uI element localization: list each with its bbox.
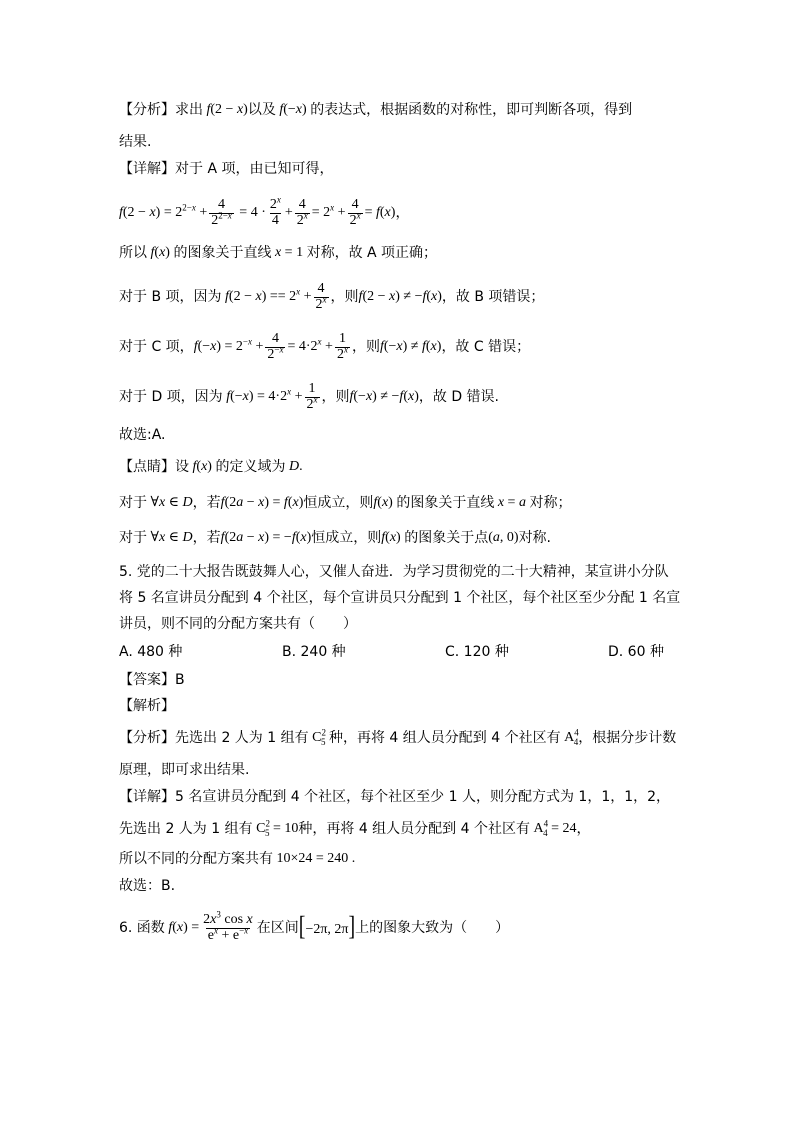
- formula: f(−x): [275, 102, 307, 117]
- detail-line-c: 对于 C 项， $f(-x) = 2^{-x}$ + $\frac{4}{2^{-x}}$ = $4\cdot 2^x$ + $\frac{1}{2^x}$ ，则 f(−x) ≠ f(x) ，故 C 错误；: [119, 330, 531, 362]
- q5-options: [119, 637, 679, 667]
- detail-line-d: 对于 D 项，因为 $f(-x) = 4\cdot 2^x$ + $\frac{1}{2^x}$ ，则 f(−x) ≠ −f(x) ，故 D 错误.: [119, 380, 500, 412]
- option-b: B. 240 种: [282, 644, 346, 660]
- q5-detail-line-3: 所以不同的分配方案共有 10×24 = 240 .: [119, 851, 356, 867]
- analysis-line-1: 【分析】 求出 f(2 − x) 以及 f(−x) 的表达式，根据函数的对称性，即可判断各项，得到: [119, 95, 632, 125]
- q5-answer: 【答案】B: [119, 672, 185, 688]
- q5-stem-line-2: 将 5 名宣讲员分配到 4 个社区，每个宣讲员只分配到 1 个社区，每个社区至少分配 1 名宣: [119, 590, 681, 606]
- formula-line-a: $f(2 - x) = 2^{2-x}$ + $\frac{4}{2^{2-x}}$ = 4 · $\frac{2^x}{4}$ + $\frac{4}{2^x}$ = $2^x$ + $\frac{4}{2^x}$ = f(x) ，: [119, 194, 410, 228]
- remark-line-1: 【点睛】 设 f(x) 的定义域为 D.: [119, 452, 303, 482]
- analysis-line-2: 结果.: [119, 134, 152, 150]
- remark-line-3: 对于 ∀x ∈ D ，若 f(2a − x) = −f(x) 恒成立，则 f(x) 的图象关于点 (a, 0) 对称.: [119, 530, 552, 546]
- q5-analysis-line-1: 【分析】 先选出 2 人为 1 组有 $C^2_5$ 种，再将 4 组人员分配到 4 个社区有 $A^4_4$ ，根据分步计数: [119, 723, 676, 753]
- option-c: C. 120 种: [445, 644, 509, 660]
- q5-detail-tag: 【详解】: [119, 789, 175, 805]
- q5-stem-line-3: 讲员，则不同的分配方案共有（ ）: [119, 616, 357, 632]
- option-a: A. 480 种: [119, 644, 183, 660]
- detail-line-b: 对于 B 项，因为 $f(2 - x) == 2^x$ + $\frac{4}{2^x}$ ，则 f(2 − x) ≠ −f(x) ，故 B 项错误；: [119, 280, 545, 312]
- q5-stem-line-1: 5. 党的二十大报告既鼓舞人心，又催人奋进．为学习贯彻党的二十大精神，某宣讲小分队: [119, 564, 669, 580]
- detail-tag: 【详解】: [119, 161, 175, 177]
- q6-stem: 6. 函数 f(x) = $\frac{2x^3 \cos x}{e^x + e^{-x}}$ 在区间 [−2π, 2π] 上的图象大致为（ ）: [119, 909, 510, 943]
- detail-line-1: 【详解】 对于 A 项，由已知可得，: [119, 154, 333, 184]
- remark-line-2: 对于 ∀x ∈ D ，若 f(2a − x) = f(x) 恒成立，则 f(x) 的图象关于直线 x = a 对称；: [119, 495, 572, 511]
- q5-detail-line-1: 【详解】 5 名宣讲员分配到 4 个社区，每个社区至少 1 人，则分配方式为 1，1，1，2，: [119, 782, 670, 812]
- formula: f(2 − x): [203, 102, 248, 117]
- q5-analysis-tag: 【分析】: [119, 730, 175, 746]
- q5-detail-line-2: 先选出 2 人为 1 组有 $C^2_5 = 10$ 种，再将 4 组人员分配到 4 个社区有 $A^4_4 = 24$ ，: [119, 818, 591, 838]
- option-d: D. 60 种: [608, 644, 664, 660]
- analysis-tag: 【分析】: [119, 102, 175, 118]
- detail-line-a-conclusion: 所以 f(x) 的图象关于直线 x = 1 对称，故 A 项正确；: [119, 245, 438, 261]
- q5-choose: 故选：B.: [119, 878, 176, 894]
- detail-choose: 故选:A.: [119, 427, 166, 443]
- remark-tag: 【点睛】: [119, 459, 175, 475]
- q5-analysis-line-2: 原理，即可求出结果.: [119, 762, 250, 778]
- q5-jiexi: 【解析】: [119, 698, 175, 714]
